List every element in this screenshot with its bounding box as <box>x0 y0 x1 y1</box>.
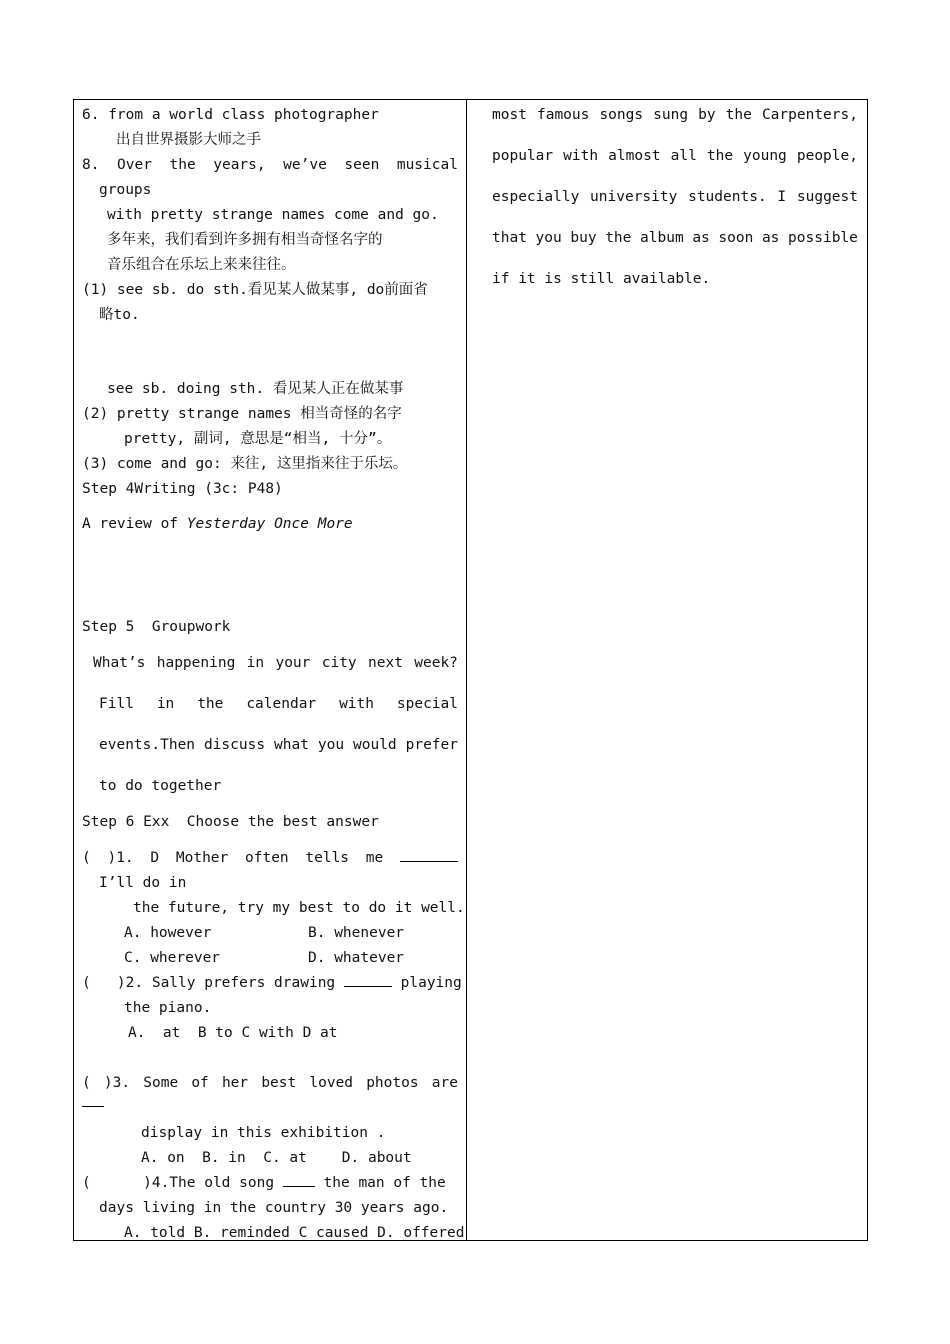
item-8-line-3: with pretty strange names come and go. <box>107 207 439 223</box>
word: in <box>246 655 265 671</box>
word: week? <box>414 655 458 671</box>
word: events.Then <box>99 737 196 753</box>
word: almost <box>608 148 661 164</box>
word: of <box>191 1075 209 1091</box>
word: tells <box>305 850 350 866</box>
word: album <box>640 230 684 246</box>
word: what <box>274 737 309 753</box>
word: ( <box>82 1075 91 1091</box>
word: )1. <box>107 850 134 866</box>
word: famous <box>536 107 590 123</box>
review-line <box>82 515 353 533</box>
column-divider <box>466 100 467 1240</box>
question-1-cont-2: the future, try my best to do it well. <box>133 900 465 916</box>
word: that <box>492 230 527 246</box>
word: prefer <box>405 737 458 753</box>
word: possible <box>788 230 858 246</box>
word: Some <box>143 1075 179 1091</box>
word: the <box>725 107 752 123</box>
word: D <box>150 850 160 866</box>
word: Carpenters, <box>761 107 858 123</box>
word: suggest <box>796 189 858 205</box>
word: often <box>245 850 289 866</box>
item-8-translation-1: 多年来，我们看到许多拥有相当奇怪名字的 <box>107 232 383 248</box>
word: songs <box>599 107 644 123</box>
answer-blank <box>82 1094 104 1107</box>
step-5-heading: Step 5 Groupwork <box>82 619 231 635</box>
word: popular <box>492 148 554 164</box>
word: most <box>492 107 527 123</box>
question-2 <box>82 974 462 992</box>
groupwork-line-3 <box>99 736 458 754</box>
word: musical <box>396 157 458 173</box>
item-8-line-2: groups <box>99 182 152 198</box>
word: we’ve <box>283 157 327 173</box>
word: students. <box>688 189 767 205</box>
word: photos <box>366 1075 419 1091</box>
note-1-cont: 略to. <box>99 307 140 323</box>
word: especially <box>492 189 580 205</box>
word: 8. <box>82 157 100 173</box>
word: next <box>368 655 403 671</box>
item-6-translation: 出自世界摄影大师之手 <box>116 132 261 148</box>
answer-blank <box>283 1174 315 1187</box>
question-1 <box>82 849 458 867</box>
word: the <box>197 696 224 712</box>
question-2-cont: the piano. <box>124 1000 212 1016</box>
word: young <box>743 148 787 164</box>
review-text-line-2 <box>492 147 858 165</box>
q1-option-a: A. however <box>124 925 212 941</box>
review-text-line-1 <box>492 106 858 124</box>
review-prefix: A review of <box>82 516 187 532</box>
word: sung <box>653 107 689 123</box>
word: I <box>777 189 787 205</box>
word: city <box>321 655 357 671</box>
word: seen <box>344 157 380 173</box>
word: you <box>317 737 345 753</box>
word: buy <box>570 230 597 246</box>
word: ( <box>82 850 91 866</box>
word: me <box>365 850 384 866</box>
question-3-cont: display in this exhibition . <box>141 1125 386 1141</box>
word: the <box>706 148 734 164</box>
note-2: (2) pretty strange names 相当奇怪的名字 <box>82 406 402 422</box>
word: you <box>535 230 562 246</box>
question-3 <box>82 1074 458 1092</box>
word: with <box>563 148 599 164</box>
q1-option-b: B. whenever <box>308 925 405 941</box>
step-4-heading: Step 4Writing (3c: P48) <box>82 481 283 497</box>
word: as <box>761 230 780 246</box>
question-4-options: A. told B. reminded C caused D. offered <box>124 1225 465 1241</box>
word: your <box>275 655 311 671</box>
question-4-text-end: the man of the <box>323 1175 446 1191</box>
word: )3. <box>103 1075 131 1091</box>
review-text-line-4 <box>492 229 858 247</box>
answer-blank <box>400 849 458 862</box>
word: Fill <box>99 696 134 712</box>
groupwork-line-2 <box>99 695 458 713</box>
word: the <box>169 157 196 173</box>
word: Mother <box>175 850 229 866</box>
word: calendar <box>246 696 317 712</box>
word: Over <box>117 157 152 173</box>
word: years, <box>213 157 266 173</box>
question-2-text: ( )2. Sally prefers drawing <box>82 975 336 991</box>
word: are <box>431 1075 458 1091</box>
word: university <box>590 189 678 205</box>
item-6-line: 6. from a world class photographer <box>82 107 379 123</box>
word: happening <box>156 655 236 671</box>
question-3-options: A. on B. in C. at D. about <box>141 1150 412 1166</box>
q1-option-d: D. whatever <box>308 950 405 966</box>
groupwork-line-1 <box>93 654 458 672</box>
review-text-line-3 <box>492 188 858 206</box>
word: her <box>221 1075 249 1091</box>
question-1-cont: I’ll do in <box>99 875 187 891</box>
word: all <box>670 148 697 164</box>
question-4 <box>82 1174 446 1192</box>
item-8-translation-2: 音乐组合在乐坛上来来往往。 <box>107 257 296 273</box>
question-4-text: ( )4.The old song <box>82 1175 275 1191</box>
word: best <box>261 1075 297 1091</box>
word: What’s <box>93 655 146 671</box>
question-2-text-end: playing <box>400 975 462 991</box>
review-title: Yesterday Once More <box>186 516 353 532</box>
word: people, <box>796 148 858 164</box>
word: soon <box>718 230 754 246</box>
answer-blank <box>344 974 392 987</box>
note-2-pretty: pretty, 副词, 意思是“相当, 十分”。 <box>124 431 392 447</box>
word: loved <box>309 1075 354 1091</box>
word: with <box>339 696 374 712</box>
note-3: (3) come and go: 来往, 这里指来往于乐坛。 <box>82 456 408 472</box>
question-4-cont: days living in the country 30 years ago. <box>99 1200 449 1216</box>
word: in <box>156 696 175 712</box>
question-2-options: A. at B to C with D at <box>128 1025 338 1041</box>
review-text-line-5: if it is still available. <box>492 271 711 287</box>
two-column-table <box>73 99 868 1241</box>
word: the <box>605 230 632 246</box>
word: would <box>353 737 397 753</box>
q1-option-c: C. wherever <box>124 950 221 966</box>
note-1: (1) see sb. do sth.看见某人做某事, do前面省 <box>82 282 428 298</box>
item-8-line <box>82 156 458 174</box>
word: by <box>698 107 716 123</box>
word: special <box>396 696 458 712</box>
note-1-doing: see sb. doing sth. 看见某人正在做某事 <box>107 381 404 397</box>
question-3-blank <box>82 1094 104 1112</box>
groupwork-line-4: to do together <box>99 778 222 794</box>
word: discuss <box>203 737 266 753</box>
word: as <box>692 230 710 246</box>
step-6-heading: Step 6 Exx Choose the best answer <box>82 814 379 830</box>
